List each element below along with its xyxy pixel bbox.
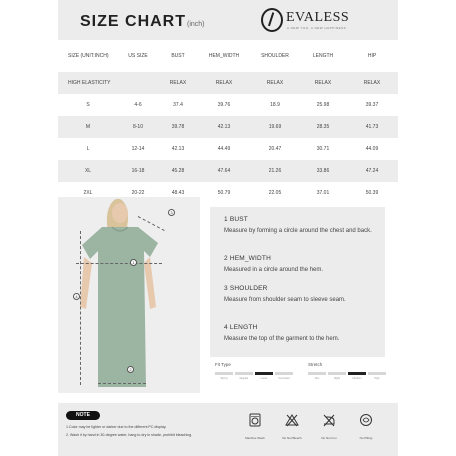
guide-description: Measure by forming a circle around the chest and back. <box>224 228 372 234</box>
table-cell: 39.37 <box>365 102 379 108</box>
table-cell: 20.47 <box>268 146 282 152</box>
care-label: Do Not Iron <box>321 436 337 440</box>
table-cell: 19.69 <box>250 116 300 138</box>
table-cell: 33.86 <box>300 160 346 182</box>
bust-measure-line <box>76 263 162 264</box>
fit-type-scale <box>215 362 295 380</box>
table-header-cell: BUST <box>171 53 185 59</box>
stretch-label: Medium <box>352 377 362 380</box>
table-header-cell: HIP <box>367 53 377 59</box>
table-cell: 18.9 <box>270 102 280 108</box>
care-item-do-not-iron <box>314 413 344 440</box>
do-not-bleach-icon <box>285 413 299 427</box>
fit-type-label: Skinny <box>220 377 228 380</box>
stretch-title: Stretch <box>308 362 323 367</box>
table-header-cell: US SIZE <box>128 53 148 59</box>
table-cell: M <box>58 116 118 138</box>
table-cell: 22.05 <box>268 190 282 196</box>
table-cell: 39.76 <box>217 102 231 108</box>
table-cell: 48.43 <box>171 190 185 196</box>
care-label: Do Not Bleach <box>282 436 302 440</box>
fit-type-segment <box>275 372 293 375</box>
table-cell: 16-18 <box>118 160 158 182</box>
do-not-iron-icon <box>322 413 336 427</box>
table-cell <box>118 72 158 94</box>
table-cell: 37.01 <box>316 190 330 196</box>
table-cell: 50.39 <box>365 190 379 196</box>
machine-wash-icon <box>248 413 262 427</box>
care-item-no-pilling <box>351 413 381 440</box>
note-badge: NOTE <box>66 411 100 420</box>
stretch-segment <box>308 372 326 375</box>
guide-title: 1 BUST <box>224 216 248 223</box>
guide-description: Measure the top of the garment to the hem. <box>224 336 340 342</box>
size-chart-header <box>58 0 398 40</box>
note-line: 1.Color may be lighter or darker due to the different PC display. <box>66 425 167 429</box>
table-row <box>58 138 398 160</box>
guide-title: 4 LENGTH <box>224 324 258 331</box>
stretch-label: Non <box>314 377 320 380</box>
brand-name: EVALESS <box>286 10 350 25</box>
table-cell: RELAX <box>198 72 250 94</box>
guide-title: 3 SHOULDER <box>224 285 268 292</box>
table-cell: 39.78 <box>158 116 198 138</box>
care-label: Machine Wash <box>245 436 265 440</box>
table-cell: S <box>86 102 90 108</box>
guide-item-hem-width <box>224 255 379 275</box>
brand-logo-icon <box>261 8 283 32</box>
table-cell: 44.49 <box>217 146 231 152</box>
table-cell: RELAX <box>300 72 346 94</box>
table-header-cell: HEM_WIDTH <box>208 53 240 59</box>
table-row <box>58 116 398 138</box>
stretch-label: High <box>374 377 380 380</box>
measurement-guide <box>210 207 385 357</box>
page-title <box>80 13 205 31</box>
model-photo <box>58 197 200 393</box>
fit-type-segment <box>215 372 233 375</box>
table-header-row <box>58 40 398 72</box>
marker-bust: 1 <box>130 259 137 266</box>
marker-shoulder: 3 <box>168 209 175 216</box>
note-line: 2. Wash it by hand in 30-degree water, hang to dry in shade, prohibit bleaching. <box>66 433 193 437</box>
guide-item-bust <box>224 216 379 236</box>
marker-hem: 2 <box>127 366 134 373</box>
fit-type-segment <box>235 372 253 375</box>
table-cell: 25.98 <box>316 102 330 108</box>
table-row <box>58 94 398 116</box>
table-cell: 50.79 <box>217 190 231 196</box>
table-cell: RELAX <box>158 72 198 94</box>
table-cell: 47.24 <box>346 160 398 182</box>
table-cell: 21.26 <box>250 160 300 182</box>
fit-type-label: Regular <box>239 377 249 380</box>
table-cell: 2XL <box>83 190 93 196</box>
table-cell: 4-6 <box>134 102 142 108</box>
marker-length: 4 <box>73 293 80 300</box>
stretch-scale <box>308 362 388 380</box>
table-row <box>58 160 398 182</box>
table-cell: 37.4 <box>173 102 183 108</box>
care-item-machine-wash <box>240 413 270 440</box>
table-cell: 20-22 <box>131 190 145 196</box>
table-cell: RELAX <box>346 72 398 94</box>
care-item-do-not-bleach <box>277 413 307 440</box>
table-cell: 45.28 <box>158 160 198 182</box>
size-table <box>58 40 398 204</box>
brand-tagline: A NEW YOU, A NEW HAPPINESS <box>287 26 347 30</box>
table-cell: 47.64 <box>198 160 250 182</box>
stretch-label: Slight <box>333 377 341 380</box>
table-cell: 42.13 <box>171 146 185 152</box>
stretch-segment-selected <box>348 372 366 375</box>
table-cell: 8-10 <box>118 116 158 138</box>
hem-measure-line <box>98 383 146 384</box>
stretch-segment <box>328 372 346 375</box>
fit-type-title: Fit Type <box>215 362 231 367</box>
care-label: No Pilling <box>359 436 373 440</box>
title-unit: (inch) <box>187 21 205 28</box>
title-text: SIZE CHART <box>80 13 186 30</box>
guide-item-shoulder <box>224 285 379 305</box>
guide-description: Measured in a circle around the hem. <box>224 267 324 273</box>
table-cell: 41.73 <box>346 116 398 138</box>
table-cell: 12-14 <box>131 146 145 152</box>
guide-item-length <box>224 324 379 344</box>
table-cell: 44.09 <box>365 146 379 152</box>
guide-title: 2 HEM_WIDTH <box>224 255 271 262</box>
table-header-cell: SHOULDER <box>261 53 289 59</box>
table-cell: RELAX <box>250 72 300 94</box>
table-cell: 28.35 <box>300 116 346 138</box>
length-measure-line <box>80 231 81 385</box>
elasticity-row <box>58 72 398 94</box>
table-header-cell: SIZE (UNIT:INCH) <box>68 53 109 59</box>
table-cell: 42.13 <box>198 116 250 138</box>
table-cell: 30.71 <box>316 146 330 152</box>
table-cell: HIGH ELASTICITY <box>58 72 118 94</box>
care-note-panel <box>58 403 398 456</box>
table-header-cell: LENGTH <box>312 53 334 59</box>
no-pilling-icon <box>359 413 373 427</box>
fit-type-segment-selected <box>255 372 273 375</box>
guide-description: Measure from shoulder seam to sleeve seam. <box>224 297 346 303</box>
table-cell: XL <box>58 160 118 182</box>
table-cell: L <box>86 146 90 152</box>
fit-type-label: Oversized <box>278 377 290 380</box>
stretch-segment <box>368 372 386 375</box>
fit-type-label: Loose <box>260 377 268 380</box>
